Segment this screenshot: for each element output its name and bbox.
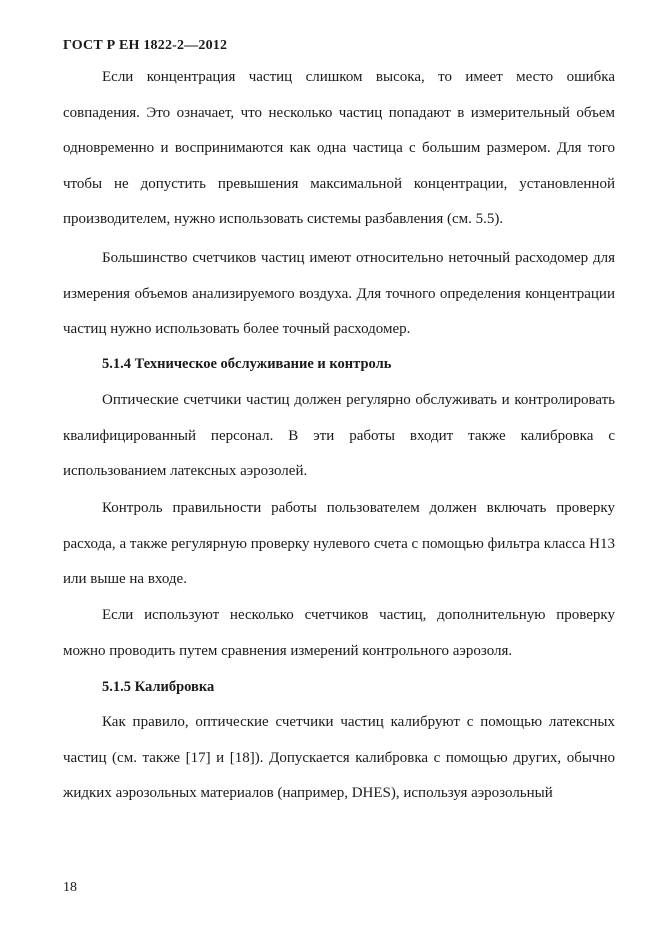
paragraph-multiple-counters: Если используют несколько счетчиков частиц, дополнительную проверку можно проводить путем сравнения измерений контрольного аэрозоля.	[63, 607, 615, 659]
paragraph-coincidence-error: Если концентрация частиц слишком высока, то имеет место ошибка совпадения. Это означает, что несколько частиц попадают в измерительный объем одновременно и воспринимаются как одна частица с большим размером. Для того чтобы не допустить превышения максимальной концентрации, установленной производителем, нужно использовать системы разбавления (см. 5.5).	[63, 69, 615, 228]
paragraph-user-control: Контроль правильности работы пользователем должен включать проверку расхода, а также регулярную проверку нулевого счета с помощью фильтра класса Н13 или выше на входе.	[63, 500, 615, 588]
paragraph-maintenance: Оптические счетчики частиц должен регулярно обслуживать и контролировать квалифицированный персонал. В эти работы входит также калибровка с использованием латексных аэрозолей.	[63, 392, 615, 480]
document-header: ГОСТ Р ЕН 1822-2—2012	[63, 38, 228, 53]
paragraph-flowmeter: Большинство счетчиков частиц имеют относительно неточный расходомер для измерения объемов анализируемого воздуха. Для точного определения концентрации частиц нужно использовать более точный расходомер.	[63, 250, 615, 338]
paragraph-calibration: Как правило, оптические счетчики частиц калибруют с помощью латексных частиц (см. также [17] и [18]). Допускается калибровка с помощью других, обычно жидких аэрозольных материалов (например, DHES), используя аэрозольный	[63, 714, 615, 802]
page-number: 18	[63, 880, 77, 895]
section-heading-5-1-4: 5.1.4 Техническое обслуживание и контроль	[102, 356, 392, 372]
section-heading-5-1-5: 5.1.5 Калибровка	[102, 679, 215, 695]
